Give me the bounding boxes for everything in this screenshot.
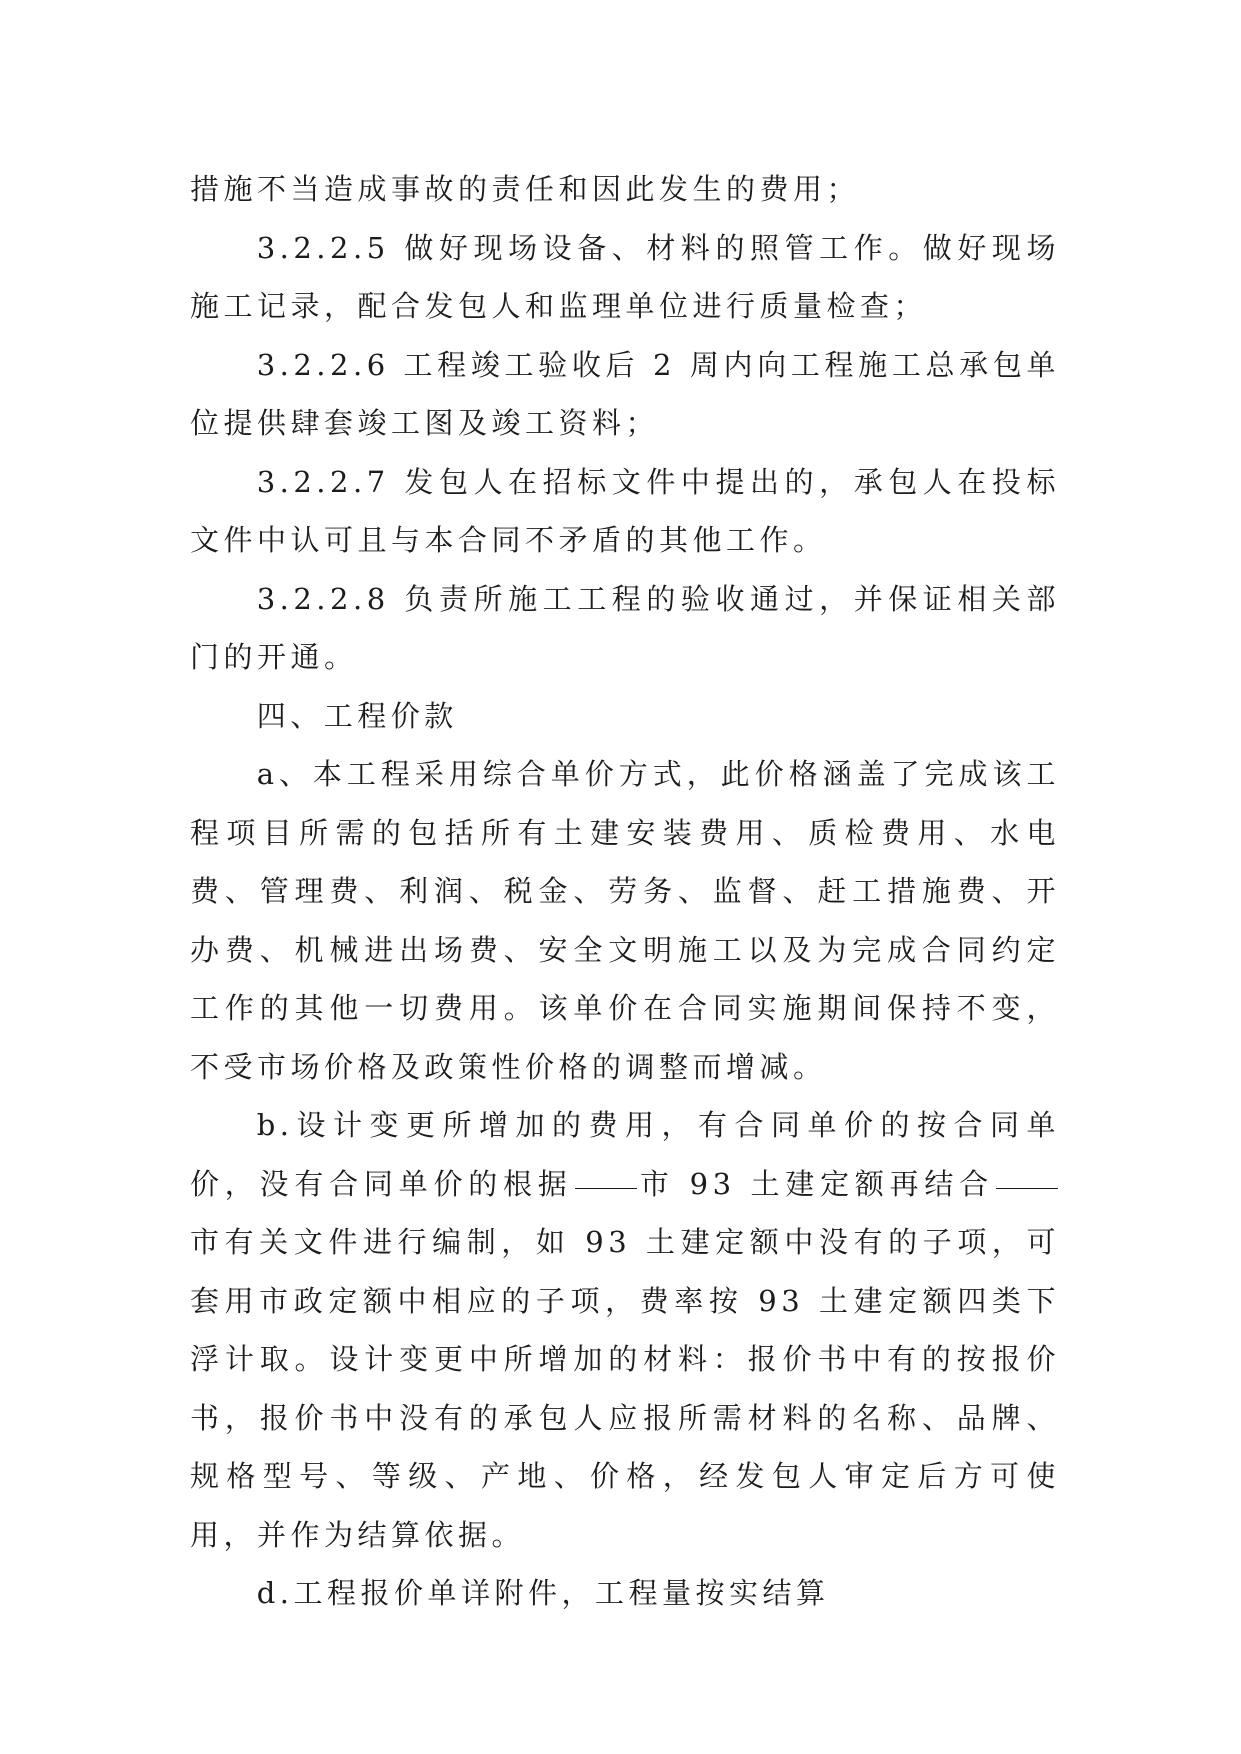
clause-3-2-2-5: 3.2.2.5 做好现场设备、材料的照管工作。做好现场施工记录，配合发包人和监理单位进行质量检查；: [190, 230, 1060, 323]
clause-3-2-2-6: 3.2.2.6 工程竣工验收后 2 周内向工程施工总承包单位提供肆套竣工图及竣工资料；: [190, 347, 1060, 440]
section-heading-project-price: 四、工程价款: [256, 698, 458, 733]
blank-field-city-2: [996, 1188, 1058, 1189]
clause-3-2-2-8: 3.2.2.8 负责所施工工程的验收通过，并保证相关部门的开通。: [190, 581, 1060, 674]
clause-b-text-1: b.设计变更所增加的费用，有合同单价的按合同单价，没有合同单价的根据: [190, 1108, 1060, 1201]
clause-b-text-3: 市有关文件进行编制，如 93 土建定额中没有的子项，可套用市政定额中相应的子项，费率按 93 土建定额四类下浮计取。设计变更中所增加的材料：报价书中有的按报价书，报价书中没有的承包人应报所需材料的名称、品牌、规格型号、等级、产地、价格，经发包人审定后方可使用，并作为结算依据。: [190, 1225, 1060, 1552]
document-body: [190, 160, 1060, 1623]
clause-3-2-2-7: 3.2.2.7 发包人在招标文件中提出的，承包人在投标文件中认可且与本合同不矛盾的其他工作。: [190, 464, 1060, 557]
clause-b-text-2: 市 93 土建定额再结合: [638, 1166, 994, 1201]
clause-b-design-change: [190, 1096, 1060, 1564]
clause-d-quotation: d.工程报价单详附件，工程量按实结算: [256, 1576, 830, 1610]
blank-field-city-1: [575, 1188, 637, 1189]
clause-a-unit-price: a、本工程采用综合单价方式，此价格涵盖了完成该工程项目所需的包括所有土建安装费用、质检费用、水电费、管理费、利润、税金、劳务、监督、赶工措施费、开办费、机械进出场费、安全文明施工以及为完成合同约定工作的其他一切费用。该单价在合同实施期间保持不变，不受市场价格及政策性价格的调整而增减。: [190, 757, 1060, 1084]
paragraph-safety-liability: 措施不当造成事故的责任和因此发生的费用；: [190, 172, 861, 206]
